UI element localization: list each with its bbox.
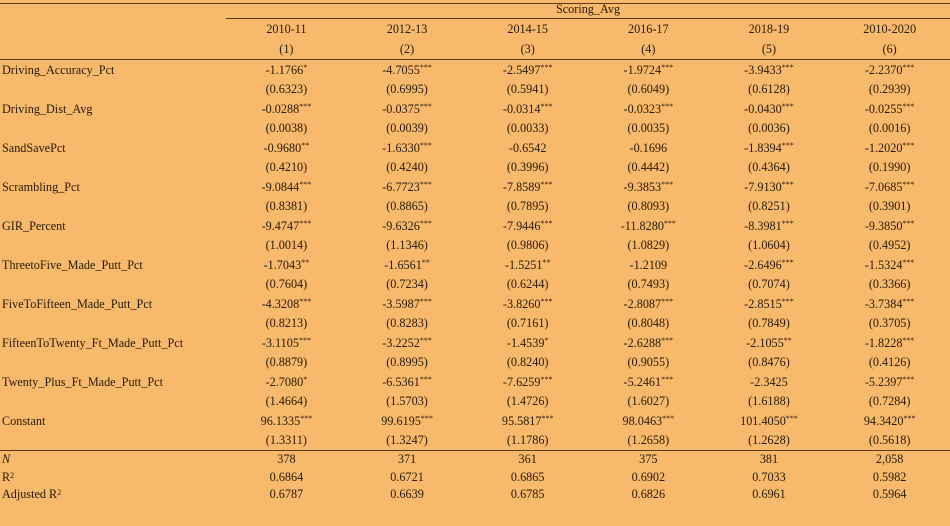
standard-error-cell: (0.5941): [506, 82, 549, 96]
standard-error-cell: (0.0035): [627, 121, 670, 135]
coefficient-value: -4.7055: [382, 63, 420, 77]
coefficient-cell: [829, 60, 950, 81]
standard-error-cell: (0.8381): [265, 199, 308, 213]
coefficient-cell: [226, 138, 347, 158]
coefficient-cell: [588, 411, 709, 431]
significance-stars: ***: [902, 297, 915, 306]
superscript-two: 2: [57, 488, 62, 498]
significance-stars: ***: [661, 297, 674, 306]
coefficient-value: 95.5817: [501, 414, 542, 428]
significance-stars: ***: [420, 414, 433, 423]
standard-error-cell: (0.8048): [627, 316, 670, 330]
significance-stars: ***: [661, 63, 674, 72]
coefficient-cell: [467, 372, 588, 392]
significance-stars: **: [783, 336, 792, 345]
significance-stars: ***: [300, 414, 313, 423]
coefficient-cell: [829, 99, 950, 119]
standard-error-cell: (0.9806): [506, 238, 549, 252]
significance-stars: ***: [661, 180, 674, 189]
standard-error-cell: (0.8093): [627, 199, 670, 213]
coefficient-cell: [226, 60, 347, 81]
significance-stars: *: [303, 375, 308, 384]
significance-stars: ***: [785, 414, 798, 423]
coefficient-value: -2.8515: [744, 297, 782, 311]
standard-error-cell: (1.3247): [386, 433, 428, 447]
standard-error-cell: (0.4952): [868, 238, 911, 252]
column-number: (6): [882, 42, 897, 56]
standard-error-cell: (0.2939): [868, 82, 911, 96]
coefficient-cell: [347, 255, 468, 275]
standard-error-cell: (0.4126): [868, 355, 911, 369]
coefficient-value: -9.3850: [864, 219, 903, 233]
coefficient-value: -9.4747: [261, 219, 300, 233]
coefficient-value: -0.0288: [261, 102, 300, 116]
significance-stars: *: [544, 336, 549, 345]
significance-stars: **: [301, 141, 310, 150]
standard-error-cell: (1.4664): [265, 394, 308, 408]
variable-label: Scrambling_Pct: [2, 180, 80, 194]
coefficient-cell: [829, 372, 950, 392]
standard-error-cell: (0.5618): [868, 433, 911, 447]
coefficient-value: -5.2461: [623, 375, 662, 389]
coefficient-value: -6.5361: [382, 375, 420, 389]
empty-label: [0, 119, 226, 138]
standard-error-cell: (0.6323): [265, 82, 308, 96]
coefficient-value: -9.0844: [261, 180, 300, 194]
empty-label: [0, 431, 226, 451]
coefficient-value: -8.3981: [744, 219, 782, 233]
standard-error-cell: (0.4442): [627, 160, 670, 174]
significance-stars: ***: [661, 375, 674, 384]
significance-stars: ***: [299, 102, 312, 111]
significance-stars: ***: [419, 375, 432, 384]
stat-value: 0.5964: [872, 487, 907, 502]
standard-error-cell: (0.6049): [627, 82, 670, 96]
coefficient-cell: [467, 255, 588, 275]
coefficient-value: -3.8260: [502, 297, 541, 311]
coefficient-value: -7.8589: [502, 180, 541, 194]
significance-stars: ***: [540, 219, 553, 228]
standard-error-cell: (0.7234): [386, 277, 428, 291]
coefficient-cell: [709, 411, 830, 431]
significance-stars: ***: [299, 219, 312, 228]
coefficient-value: -1.2020: [864, 141, 903, 155]
stat-value: 0.6864: [269, 469, 304, 484]
coefficient-value: -7.9446: [502, 219, 541, 233]
coefficient-cell: [709, 333, 830, 353]
coefficient-value: -1.1766: [265, 63, 304, 77]
standard-error-cell: (1.0014): [265, 238, 308, 252]
standard-error-cell: (0.3996): [506, 160, 549, 174]
coefficient-value: -1.2109: [629, 258, 668, 272]
stat-value: 2,058: [829, 451, 950, 469]
empty-label: [0, 314, 226, 333]
significance-stars: ***: [902, 63, 915, 72]
stat-label-text: N: [2, 452, 11, 466]
significance-stars: ***: [299, 180, 312, 189]
coefficient-cell: [709, 99, 830, 119]
stat-value: 378: [226, 451, 347, 469]
stat-value: 375: [588, 451, 709, 469]
coefficient-value: -5.2397: [864, 375, 903, 389]
standard-error-cell: (0.6128): [748, 82, 790, 96]
coefficient-value: -2.7080: [265, 375, 304, 389]
standard-error-cell: (0.0038): [265, 121, 308, 135]
significance-stars: ***: [419, 336, 432, 345]
coefficient-value: -2.3425: [750, 375, 788, 389]
stat-value: 0.6785: [510, 487, 545, 502]
stat-value: 0.7033: [752, 469, 786, 484]
significance-stars: ***: [419, 219, 432, 228]
standard-error-cell: (0.3366): [868, 277, 911, 291]
standard-error-cell: (0.0016): [868, 121, 911, 135]
standard-error-cell: (0.7849): [748, 316, 790, 330]
significance-stars: **: [542, 258, 551, 267]
significance-stars: ***: [902, 219, 915, 228]
variable-label: GIR_Percent: [2, 219, 66, 233]
coefficient-cell: [588, 372, 709, 392]
significance-stars: ***: [781, 63, 794, 72]
standard-error-cell: (0.3705): [868, 316, 911, 330]
significance-stars: ***: [902, 180, 915, 189]
coefficient-cell: [467, 177, 588, 197]
coefficient-value: -2.2370: [864, 63, 903, 77]
column-period: 2010-11: [266, 22, 307, 36]
stat-value: 0.6639: [390, 487, 424, 502]
coefficient-cell: [226, 99, 347, 119]
standard-error-cell: (1.6027): [627, 394, 670, 408]
coefficient-cell: [588, 99, 709, 119]
column-number: (5): [761, 42, 777, 56]
standard-error-cell: (1.3311): [265, 433, 307, 447]
significance-stars: *: [303, 63, 308, 72]
column-number: (2): [399, 42, 415, 56]
coefficient-cell: [588, 255, 709, 275]
coefficient-value: -0.0255: [864, 102, 903, 116]
coefficient-value: -1.8228: [864, 336, 903, 350]
coefficient-value: 98.0463: [622, 414, 663, 428]
coefficient-value: -3.5987: [382, 297, 420, 311]
coefficient-cell: [347, 216, 468, 236]
coefficient-cell: [829, 411, 950, 431]
coefficient-value: -1.6330: [382, 141, 420, 155]
column-number: (4): [641, 42, 656, 56]
coefficient-cell: [467, 99, 588, 119]
coefficient-value: -1.4539: [506, 336, 545, 350]
significance-stars: ***: [540, 297, 553, 306]
significance-stars: ***: [781, 180, 794, 189]
coefficient-value: -1.7043: [263, 258, 302, 272]
significance-stars: ***: [781, 219, 794, 228]
coefficient-value: -0.0430: [744, 102, 782, 116]
coefficient-cell: [467, 216, 588, 236]
coefficient-cell: [829, 138, 950, 158]
significance-stars: ***: [781, 141, 794, 150]
dependent-variable-header: Scoring_Avg: [226, 0, 950, 19]
variable-label: SandSavePct: [2, 141, 66, 155]
coefficient-cell: [226, 294, 347, 314]
coefficient-value: -7.6259: [502, 375, 541, 389]
coefficient-cell: [347, 177, 468, 197]
variable-label: Driving_Dist_Avg: [2, 102, 93, 116]
coefficient-cell: [588, 333, 709, 353]
coefficient-cell: [467, 60, 588, 81]
standard-error-cell: (1.2628): [748, 433, 790, 447]
column-period: 2012-13: [386, 22, 428, 36]
column-period: 2016-17: [628, 22, 669, 36]
coefficient-cell: [829, 255, 950, 275]
coefficient-cell: [709, 372, 830, 392]
standard-error-cell: (1.5703): [386, 394, 428, 408]
coefficient-cell: [226, 177, 347, 197]
coefficient-value: -0.6542: [508, 141, 547, 155]
coefficient-cell: [709, 177, 830, 197]
variable-label: FifteenToTwenty_Ft_Made_Putt_Pct: [2, 336, 184, 350]
empty-label: [0, 392, 226, 411]
empty-label: [0, 158, 226, 177]
significance-stars: ***: [781, 102, 794, 111]
coefficient-value: -7.0685: [864, 180, 903, 194]
coefficient-cell: [829, 333, 950, 353]
standard-error-cell: (0.4364): [748, 160, 790, 174]
standard-error-cell: (0.8283): [386, 316, 428, 330]
standard-error-cell: (0.6995): [386, 82, 428, 96]
standard-error-cell: (1.4726): [506, 394, 549, 408]
significance-stars: ***: [902, 141, 915, 150]
coefficient-value: 96.1335: [260, 414, 301, 428]
significance-stars: ***: [419, 297, 432, 306]
variable-label: FiveToFifteen_Made_Putt_Pct: [2, 297, 153, 311]
stat-label-text: Adjusted R: [2, 487, 58, 502]
column-number: (1): [279, 42, 294, 56]
standard-error-cell: (0.1990): [868, 160, 911, 174]
significance-stars: ***: [541, 414, 554, 423]
coefficient-value: -9.3853: [623, 180, 662, 194]
standard-error-cell: (0.8213): [265, 316, 308, 330]
standard-error-cell: (0.7284): [868, 394, 911, 408]
stat-value: 0.6787: [269, 487, 304, 502]
superscript-two: 2: [10, 470, 15, 480]
coefficient-cell: [226, 372, 347, 392]
coefficient-cell: [588, 138, 709, 158]
standard-error-cell: (1.0829): [627, 238, 670, 252]
significance-stars: ***: [903, 414, 916, 423]
standard-error-cell: (1.2658): [627, 433, 670, 447]
coefficient-cell: [347, 411, 468, 431]
coefficient-value: -3.1105: [261, 336, 299, 350]
column-period: 2014-15: [507, 22, 548, 36]
coefficient-cell: [347, 294, 468, 314]
standard-error-cell: (0.4210): [265, 160, 308, 174]
significance-stars: ***: [298, 336, 311, 345]
column-period: 2010-2020: [863, 22, 917, 36]
coefficient-value: 101.4050: [740, 414, 786, 428]
coefficient-value: -11.8280: [620, 219, 664, 233]
standard-error-cell: (1.1786): [506, 433, 549, 447]
coefficient-cell: [709, 216, 830, 236]
coefficient-cell: [467, 294, 588, 314]
coefficient-value: -3.9433: [744, 63, 782, 77]
coefficient-cell: [347, 99, 468, 119]
significance-stars: ***: [663, 219, 676, 228]
coefficient-cell: [709, 294, 830, 314]
coefficient-cell: [467, 411, 588, 431]
significance-stars: ***: [661, 102, 674, 111]
coefficient-value: -2.5497: [502, 63, 541, 77]
standard-error-cell: (1.0604): [748, 238, 790, 252]
standard-error-cell: (0.8240): [506, 355, 549, 369]
significance-stars: ***: [419, 141, 432, 150]
coefficient-cell: [226, 216, 347, 236]
coefficient-cell: [709, 138, 830, 158]
significance-stars: ***: [781, 297, 794, 306]
significance-stars: ***: [902, 102, 915, 111]
coefficient-value: 94.3420: [863, 414, 904, 428]
standard-error-cell: (0.0039): [386, 121, 428, 135]
stat-value: 371: [347, 451, 468, 469]
coefficient-value: -0.0375: [382, 102, 420, 116]
coefficient-value: -7.9130: [744, 180, 782, 194]
coefficient-cell: [588, 177, 709, 197]
coefficient-value: -2.8087: [623, 297, 662, 311]
standard-error-cell: (0.8251): [748, 199, 790, 213]
stat-value: 0.6826: [631, 487, 666, 502]
coefficient-value: -3.7384: [864, 297, 903, 311]
coefficient-cell: [226, 411, 347, 431]
standard-error-cell: (0.9055): [627, 355, 670, 369]
coefficient-value: -1.5251: [504, 258, 543, 272]
standard-error-cell: (0.7161): [506, 316, 549, 330]
standard-error-cell: (0.8476): [748, 355, 790, 369]
standard-error-cell: (1.6188): [748, 394, 790, 408]
coefficient-value: -6.7723: [382, 180, 420, 194]
stat-value: 0.5982: [872, 469, 907, 484]
standard-error-cell: (0.3901): [868, 199, 911, 213]
column-number: (3): [520, 42, 535, 56]
coefficient-value: -1.9724: [623, 63, 662, 77]
coefficient-cell: [829, 294, 950, 314]
standard-error-cell: (0.8879): [265, 355, 308, 369]
significance-stars: ***: [902, 375, 915, 384]
significance-stars: ***: [662, 414, 675, 423]
stat-value: 361: [467, 451, 588, 469]
coefficient-value: -0.0314: [502, 102, 541, 116]
significance-stars: ***: [661, 336, 674, 345]
significance-stars: ***: [781, 258, 794, 267]
coefficient-value: -2.6496: [744, 258, 782, 272]
stat-label: [0, 486, 226, 504]
variable-label: ThreetoFive_Made_Putt_Pct: [2, 258, 143, 272]
standard-error-cell: (0.8865): [386, 199, 428, 213]
coefficient-value: -1.8394: [744, 141, 782, 155]
coefficient-cell: [347, 60, 468, 81]
standard-error-cell: (0.8995): [386, 355, 428, 369]
empty-label: [0, 275, 226, 294]
standard-error-cell: (0.0033): [506, 121, 549, 135]
empty-label: [0, 236, 226, 255]
stat-value: 381: [709, 451, 830, 469]
significance-stars: ***: [540, 63, 553, 72]
coefficient-value: -1.5324: [864, 258, 903, 272]
coefficient-cell: [347, 372, 468, 392]
coefficient-value: -9.6326: [382, 219, 420, 233]
standard-error-cell: (0.7074): [748, 277, 790, 291]
significance-stars: ***: [902, 336, 915, 345]
empty-label: [0, 197, 226, 216]
significance-stars: **: [301, 258, 310, 267]
coefficient-cell: [467, 333, 588, 353]
coefficient-cell: [588, 294, 709, 314]
variable-label: Twenty_Plus_Ft_Made_Putt_Pct: [2, 375, 163, 389]
stat-label: [0, 469, 226, 487]
significance-stars: ***: [419, 63, 432, 72]
standard-error-cell: (0.6244): [506, 277, 549, 291]
coefficient-cell: [588, 60, 709, 81]
column-period: 2018-19: [748, 22, 790, 36]
coefficient-value: -2.1055: [746, 336, 784, 350]
top-rule: [0, 3, 950, 4]
coefficient-value: -0.9680: [263, 141, 302, 155]
coefficient-value: 99.6195: [381, 414, 421, 428]
coefficient-cell: [829, 177, 950, 197]
significance-stars: ***: [419, 180, 432, 189]
coefficient-cell: [347, 138, 468, 158]
stat-label: [0, 451, 226, 469]
significance-stars: ***: [299, 297, 312, 306]
standard-error-cell: (0.7493): [627, 277, 670, 291]
stat-value: 0.6902: [631, 469, 666, 484]
significance-stars: ***: [902, 258, 915, 267]
coefficient-value: -3.2252: [382, 336, 420, 350]
coefficient-cell: [467, 138, 588, 158]
coefficient-cell: [709, 60, 830, 81]
coefficient-value: -1.6561: [384, 258, 422, 272]
standard-error-cell: (1.1346): [386, 238, 428, 252]
standard-error-cell: (0.0036): [748, 121, 790, 135]
standard-error-cell: (0.7895): [506, 199, 549, 213]
significance-stars: ***: [540, 180, 553, 189]
empty-label: [0, 80, 226, 99]
variable-label: Driving_Accuracy_Pct: [0, 60, 226, 81]
stat-label-text: R: [2, 469, 11, 484]
stat-value: 0.6721: [390, 469, 424, 484]
coefficient-value: -2.6288: [623, 336, 662, 350]
stat-value: 0.6865: [510, 469, 545, 484]
significance-stars: **: [421, 258, 430, 267]
stat-value: 0.6961: [752, 487, 786, 502]
coefficient-cell: [829, 216, 950, 236]
coefficient-value: -4.3208: [261, 297, 300, 311]
standard-error-cell: (0.7604): [265, 277, 308, 291]
coefficient-cell: [347, 333, 468, 353]
coefficient-cell: [588, 216, 709, 236]
standard-error-cell: (0.4240): [386, 160, 428, 174]
empty-label: [0, 353, 226, 372]
coefficient-value: -0.0323: [623, 102, 662, 116]
significance-stars: ***: [419, 102, 432, 111]
significance-stars: ***: [540, 375, 553, 384]
coefficient-cell: [709, 255, 830, 275]
coefficient-value: -0.1696: [629, 141, 668, 155]
coefficient-cell: [226, 255, 347, 275]
significance-stars: ***: [540, 102, 553, 111]
coefficient-cell: [226, 333, 347, 353]
variable-label: Constant: [2, 414, 46, 428]
